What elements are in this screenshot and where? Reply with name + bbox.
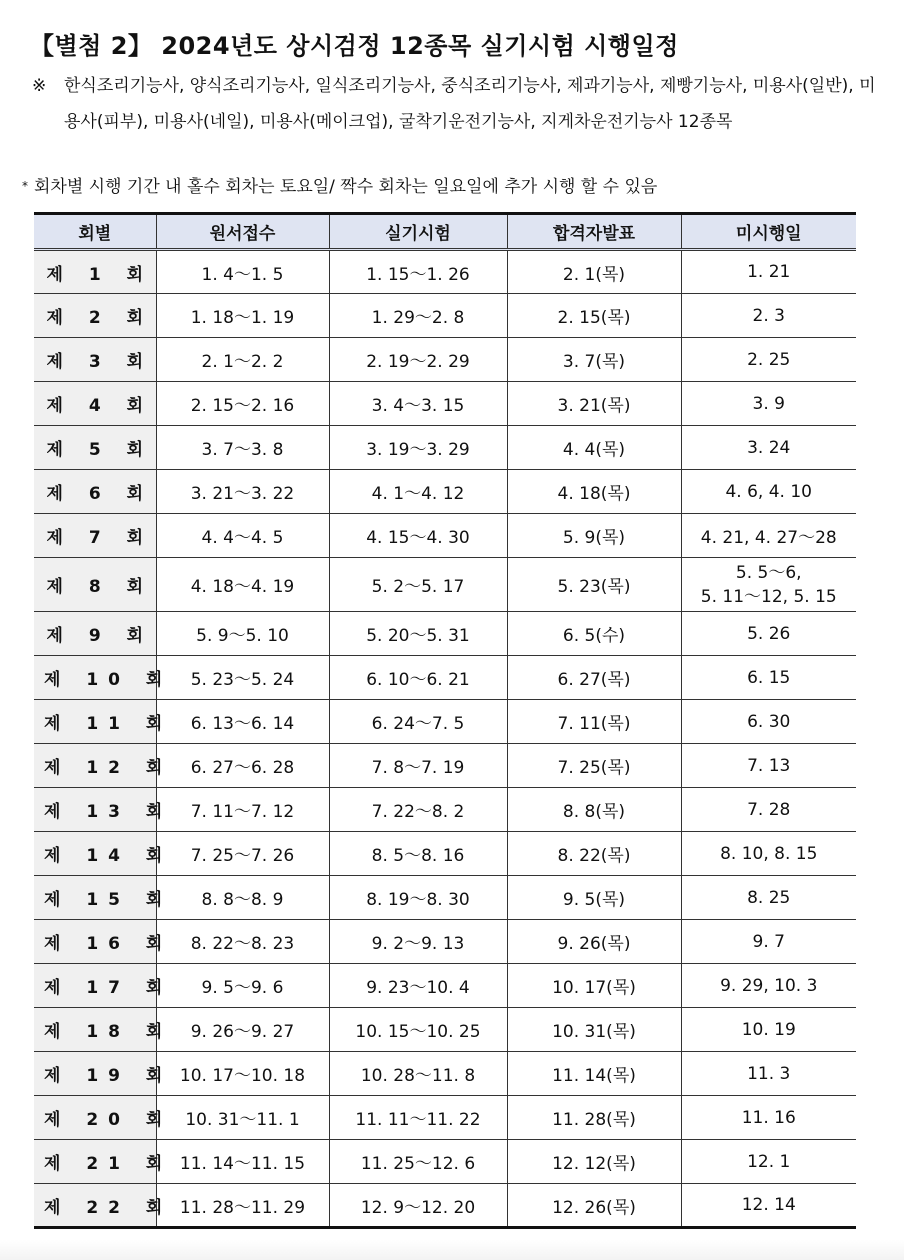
result-date-cell: 10. 17(목) [507,964,681,1008]
exam-period-cell: 9. 2～9. 13 [329,920,507,964]
round-cell: 제 7 회 [34,514,156,558]
result-date-cell: 8. 8(목) [507,788,681,832]
application-period-cell: 10. 31～11. 1 [156,1096,329,1140]
application-period-cell: 2. 1～2. 2 [156,338,329,382]
result-date-cell: 6. 5(수) [507,612,681,656]
application-period-cell: 7. 25～7. 26 [156,832,329,876]
round-cell: 제 15 회 [34,876,156,920]
exam-period-cell: 3. 19～3. 29 [329,426,507,470]
header-practical-exam: 실기시험 [329,214,507,250]
document-title: 【별첨 2】 2024년도 상시검정 12종목 실기시험 시행일정 [30,32,679,60]
result-date-cell: 7. 11(목) [507,700,681,744]
exam-period-cell: 4. 15～4. 30 [329,514,507,558]
non-exam-days-cell: 2. 25 [681,338,856,382]
round-cell: 제 17 회 [34,964,156,1008]
result-date-cell: 4. 18(목) [507,470,681,514]
non-exam-days-cell: 11. 3 [681,1052,856,1096]
exam-period-cell: 10. 15～10. 25 [329,1008,507,1052]
table-row [34,744,856,788]
table-row [34,1008,856,1052]
non-exam-days-cell: 12. 1 [681,1140,856,1184]
exam-period-cell: 1. 29～2. 8 [329,294,507,338]
exam-period-cell: 12. 9～12. 20 [329,1184,507,1228]
application-period-cell: 3. 7～3. 8 [156,426,329,470]
round-cell: 제 9 회 [34,612,156,656]
table-row [34,788,856,832]
result-date-cell: 5. 9(목) [507,514,681,558]
result-date-cell: 8. 22(목) [507,832,681,876]
table-body [34,250,856,1228]
header-application: 원서접수 [156,214,329,250]
table-row [34,1140,856,1184]
round-cell: 제 19 회 [34,1052,156,1096]
application-period-cell: 7. 11～7. 12 [156,788,329,832]
reference-mark-icon: ※ [32,76,47,96]
round-cell: 제 18 회 [34,1008,156,1052]
exam-period-cell: 8. 5～8. 16 [329,832,507,876]
non-exam-days-cell: 2. 3 [681,294,856,338]
non-exam-days-cell: 3. 24 [681,426,856,470]
non-exam-days-cell: 4. 6, 4. 10 [681,470,856,514]
round-cell: 제 10 회 [34,656,156,700]
exam-period-cell: 7. 22～8. 2 [329,788,507,832]
table-row [34,700,856,744]
non-exam-days-cell: 12. 14 [681,1184,856,1228]
round-cell: 제 16 회 [34,920,156,964]
non-exam-days-cell [681,558,856,612]
table-row [34,612,856,656]
application-period-cell: 4. 18～4. 19 [156,558,329,612]
exam-period-cell: 5. 2～5. 17 [329,558,507,612]
non-exam-days-line: 5. 11～12, 5. 15 [700,586,837,607]
table-row [34,1184,856,1228]
non-exam-days-cell: 9. 7 [681,920,856,964]
header-result-announcement: 합격자발표 [507,214,681,250]
round-cell: 제 3 회 [34,338,156,382]
exam-period-cell: 6. 10～6. 21 [329,656,507,700]
table-row [34,250,856,294]
table-row [34,294,856,338]
weekend-exam-note [22,174,657,199]
table-row [34,338,856,382]
non-exam-days-cell: 7. 13 [681,744,856,788]
exam-period-cell: 2. 19～2. 29 [329,338,507,382]
round-cell: 제 20 회 [34,1096,156,1140]
application-period-cell: 2. 15～2. 16 [156,382,329,426]
non-exam-days-cell: 9. 29, 10. 3 [681,964,856,1008]
table-row [34,832,856,876]
round-cell: 제 5 회 [34,426,156,470]
result-date-cell: 10. 31(목) [507,1008,681,1052]
result-date-cell: 11. 28(목) [507,1096,681,1140]
table-row [34,876,856,920]
result-date-cell: 3. 7(목) [507,338,681,382]
table-header-row [34,214,856,250]
result-date-cell: 2. 15(목) [507,294,681,338]
non-exam-days-cell: 5. 26 [681,612,856,656]
application-period-cell: 4. 4～4. 5 [156,514,329,558]
application-period-cell: 8. 22～8. 23 [156,920,329,964]
non-exam-days-cell: 10. 19 [681,1008,856,1052]
result-date-cell: 4. 4(목) [507,426,681,470]
application-period-cell: 6. 27～6. 28 [156,744,329,788]
round-cell: 제 2 회 [34,294,156,338]
round-cell: 제 11 회 [34,700,156,744]
target-subjects-note [30,68,880,140]
exam-period-cell: 7. 8～7. 19 [329,744,507,788]
round-cell: 제 1 회 [34,250,156,294]
result-date-cell: 2. 1(목) [507,250,681,294]
exam-period-cell: 1. 15～1. 26 [329,250,507,294]
round-cell: 제 22 회 [34,1184,156,1228]
non-exam-days-cell: 4. 21, 4. 27～28 [681,514,856,558]
exam-period-cell: 11. 25～12. 6 [329,1140,507,1184]
application-period-cell: 9. 26～9. 27 [156,1008,329,1052]
round-cell: 제 12 회 [34,744,156,788]
non-exam-days-cell: 6. 15 [681,656,856,700]
table-row [34,558,856,612]
exam-period-cell: 5. 20～5. 31 [329,612,507,656]
application-period-cell: 5. 23～5. 24 [156,656,329,700]
round-cell: 제 14 회 [34,832,156,876]
non-exam-days-cell: 8. 25 [681,876,856,920]
non-exam-days-cell: 11. 16 [681,1096,856,1140]
non-exam-days-cell: 1. 21 [681,250,856,294]
result-date-cell: 9. 5(목) [507,876,681,920]
non-exam-days-cell: 3. 9 [681,382,856,426]
round-cell: 제 21 회 [34,1140,156,1184]
exam-period-cell: 6. 24～7. 5 [329,700,507,744]
header-round: 회별 [34,214,156,250]
weekend-exam-text: 회차별 시행 기간 내 홀수 회차는 토요일/ 짝수 회차는 일요일에 추가 시행 할 수 있음 [34,177,658,197]
table-row [34,1096,856,1140]
result-date-cell: 9. 26(목) [507,920,681,964]
result-date-cell: 11. 14(목) [507,1052,681,1096]
application-period-cell: 6. 13～6. 14 [156,700,329,744]
table-row [34,426,856,470]
table-row [34,1052,856,1096]
table-row [34,656,856,700]
round-cell: 제 13 회 [34,788,156,832]
exam-period-cell: 3. 4～3. 15 [329,382,507,426]
application-period-cell: 8. 8～8. 9 [156,876,329,920]
application-period-cell: 11. 14～11. 15 [156,1140,329,1184]
result-date-cell: 6. 27(목) [507,656,681,700]
exam-period-cell: 10. 28～11. 8 [329,1052,507,1096]
exam-period-cell: 4. 1～4. 12 [329,470,507,514]
round-cell: 제 8 회 [34,558,156,612]
application-period-cell: 9. 5～9. 6 [156,964,329,1008]
application-period-cell: 1. 18～1. 19 [156,294,329,338]
non-exam-days-line: 5. 5～6, [735,562,802,583]
header-non-exam-days: 미시행일 [681,214,856,250]
exam-schedule-table [34,212,856,1229]
result-date-cell: 12. 26(목) [507,1184,681,1228]
non-exam-days-cell: 6. 30 [681,700,856,744]
exam-period-cell: 11. 11～11. 22 [329,1096,507,1140]
application-period-cell: 5. 9～5. 10 [156,612,329,656]
application-period-cell: 10. 17～10. 18 [156,1052,329,1096]
application-period-cell: 11. 28～11. 29 [156,1184,329,1228]
non-exam-days-cell: 8. 10, 8. 15 [681,832,856,876]
application-period-cell: 1. 4～1. 5 [156,250,329,294]
result-date-cell: 3. 21(목) [507,382,681,426]
result-date-cell: 12. 12(목) [507,1140,681,1184]
table-row [34,470,856,514]
result-date-cell: 7. 25(목) [507,744,681,788]
target-subjects-text: 한식조리기능사, 양식조리기능사, 일식조리기능사, 중식조리기능사, 제과기능사, 제빵기능사, 미용사(일반), 미용사(피부), 미용사(네일), 미용사(메이크업), 굴착기운전기능사, 지게차운전기능사 12종목 [64,76,876,132]
result-date-cell: 5. 23(목) [507,558,681,612]
table-row [34,382,856,426]
non-exam-days-cell: 7. 28 [681,788,856,832]
round-cell: 제 4 회 [34,382,156,426]
table-row [34,920,856,964]
table-row [34,514,856,558]
table-row [34,964,856,1008]
exam-period-cell: 9. 23～10. 4 [329,964,507,1008]
exam-period-cell: 8. 19～8. 30 [329,876,507,920]
page-bottom-edge [0,1240,904,1260]
round-cell: 제 6 회 [34,470,156,514]
application-period-cell: 3. 21～3. 22 [156,470,329,514]
asterisk-icon: * [22,179,28,193]
